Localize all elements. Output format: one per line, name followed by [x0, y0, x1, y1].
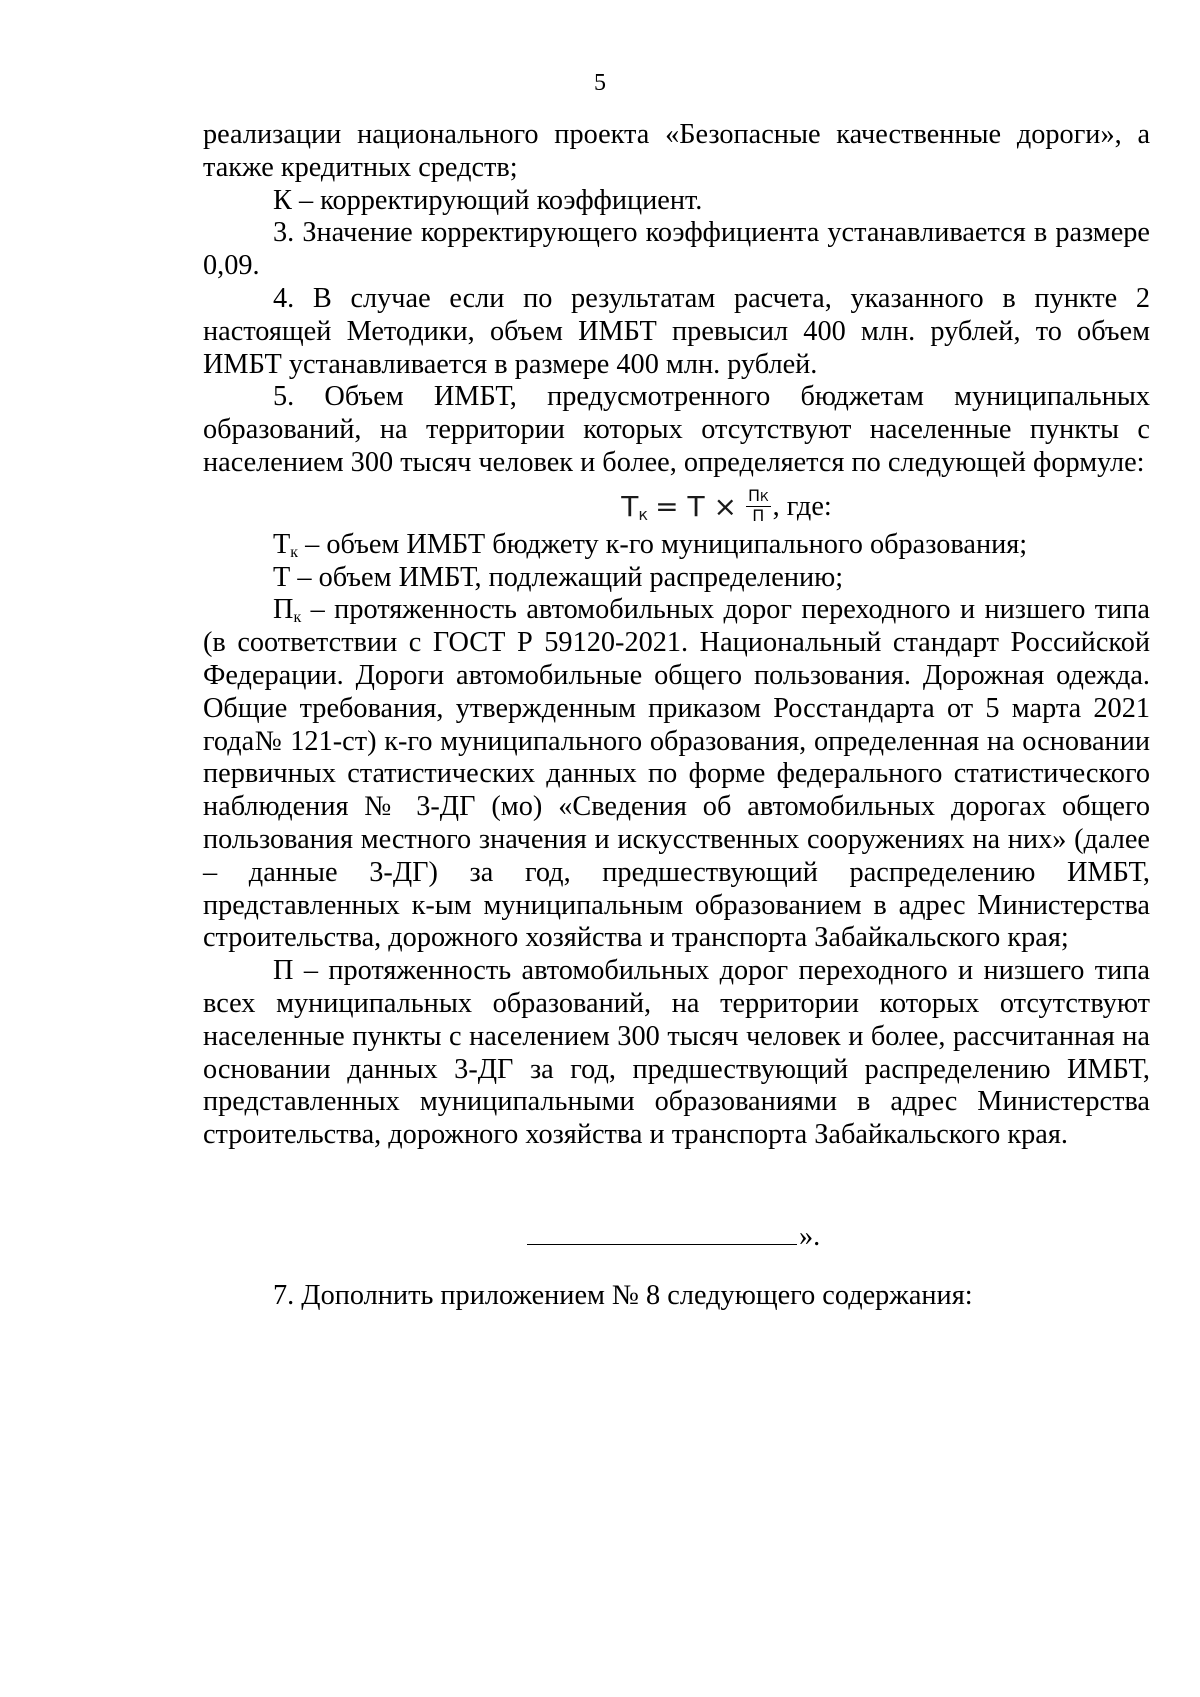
definition-pk: $П_к$ – протяженность автомобильных дорог переходного и низшего типа (в соответствии с ГОСТ Р 59120-2021. Национальный стандарт Российской Федерации. Дороги автомобильные общего пользования. Дорожная одежда. Общие требования, утвержденным приказом Росстандарта от 5 марта 2021 года№ 121-ст) к-го муниципального образования, определенная на основании первичных статистических данных по форме федерального статистического наблюдения № 3-ДГ (мо) «Сведения об автомобильных дорогах общего пользования местного значения и искусственных сооружениях на них» (далее – данные 3-ДГ) за год, предшествующий распределению ИМБТ, представленных к-ым муниципальным образованием в адрес Министерства строительства, дорожного хозяйства и транспорта Забайкальского края;: [203, 594, 1150, 954]
formula-equals-t: = Т ×: [655, 489, 737, 523]
paragraph-item-5: 5. Объем ИМБТ, предусмотренного бюджетам муниципальных образований, на территории которых отсутствуют населенные пункты с населением 300 тысяч человек и более, определяется по следующей формуле:: [203, 381, 1150, 478]
blank-underline: [527, 1220, 797, 1245]
paragraph-item-7: 7. Дополнить приложением № 8 следующего содержания:: [273, 1280, 973, 1311]
formula-denominator: П: [752, 506, 765, 526]
formula-fraction: [746, 487, 771, 525]
closing-line: [527, 1220, 820, 1253]
definition-p: П – протяженность автомобильных дорог переходного и низшего типа всех муниципальных образований, на территории которых отсутствуют населенные пункты с населением 300 тысяч человек и более, рассчитанная на основании данных 3-ДГ за год, предшествующий распределению ИМБТ, представленных муниципальными образованиями в адрес Министерства строительства, дорожного хозяйства и транспорта Забайкальского края.: [203, 955, 1150, 1151]
page-number: 5: [594, 70, 606, 96]
paragraph-item-4: 4. В случае если по результатам расчета, указанного в пункте 2 настоящей Методики, объем ИМБТ превысил 400 млн. рублей, то объем ИМБТ устанавливается в размере 400 млн. рублей.: [203, 282, 1150, 380]
formula-numerator: ПК: [748, 486, 769, 506]
paragraph-coefficient-k: К – корректирующий коэффициент.: [273, 184, 703, 216]
paragraph-continuation: реализации национального проекта «Безопасные качественные дороги», а также кредитных средств;: [203, 119, 1150, 183]
definition-t: Т – объем ИМБТ, подлежащий распределению;: [273, 561, 844, 593]
definition-tk: $Т_к$ – объем ИМБТ бюджету к-го муниципального образования;: [273, 528, 1028, 561]
formula-suffix: , где:: [772, 490, 832, 522]
formula: [203, 480, 1150, 529]
document-body: [203, 119, 1150, 1152]
paragraph-item-3: 3. Значение корректирующего коэффициента устанавливается в размере 0,09.: [203, 217, 1150, 282]
formula-lhs: $Т_к$: [621, 489, 649, 524]
closing-quote-mark: ».: [799, 1221, 821, 1252]
